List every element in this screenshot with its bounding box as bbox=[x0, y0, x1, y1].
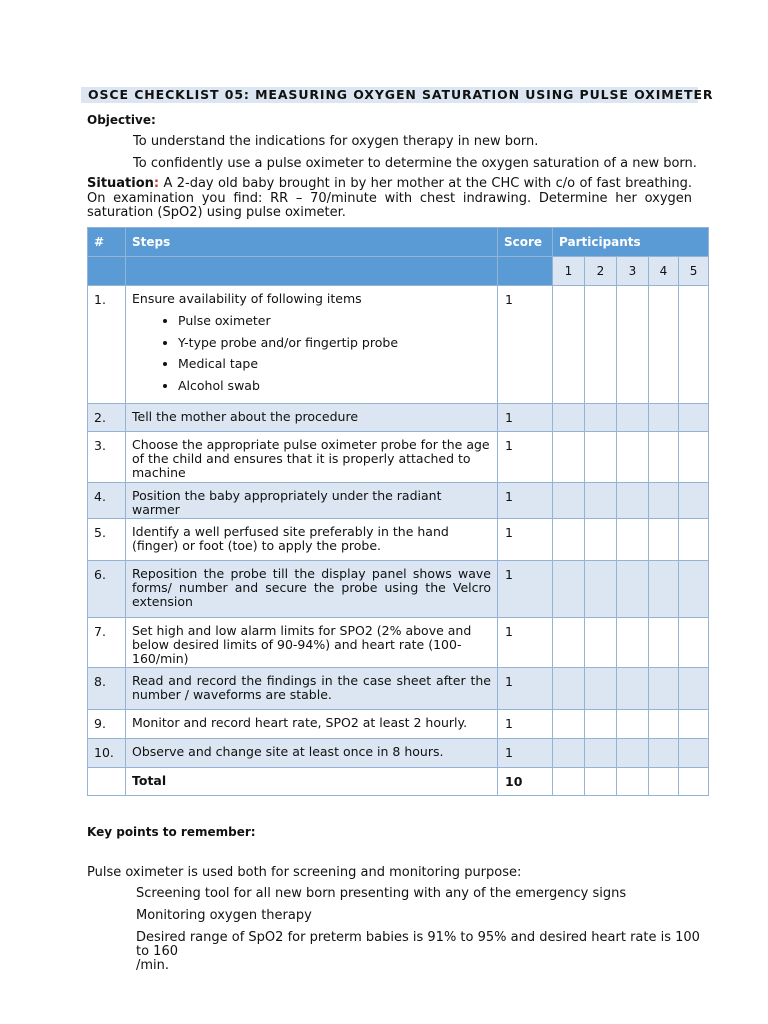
row-score: 1 bbox=[498, 710, 553, 739]
row-step: Monitor and record heart rate, SPO2 at least 2 hourly. bbox=[126, 710, 498, 739]
objective-label: Objective: bbox=[87, 113, 156, 127]
row-number: 1. bbox=[88, 286, 126, 404]
participant-cell bbox=[585, 286, 617, 404]
key-point-3-line-1: Desired range of SpO2 for preterm babies is 91% to 95% and desired heart rate is 100 bbox=[136, 930, 700, 945]
participant-4-header: 4 bbox=[649, 257, 679, 286]
participant-cell bbox=[553, 668, 585, 710]
participant-cell bbox=[553, 404, 585, 432]
header-sub-num bbox=[88, 257, 126, 286]
list-item: • Alcohol swab bbox=[178, 375, 491, 397]
participant-cell bbox=[617, 768, 649, 796]
participant-cell bbox=[617, 668, 649, 710]
situation-paragraph bbox=[87, 177, 692, 221]
row-step: Choose the appropriate pulse oximeter probe for the age of the child and ensures that it is properly attached to machine bbox=[126, 432, 498, 483]
participant-cell bbox=[649, 404, 679, 432]
row-number: 9. bbox=[88, 710, 126, 739]
participant-cell bbox=[617, 404, 649, 432]
row-number: 8. bbox=[88, 668, 126, 710]
row-step-text: Ensure availability of following items bbox=[132, 291, 362, 306]
table-row bbox=[88, 561, 709, 618]
participant-cell bbox=[585, 519, 617, 561]
row-number: 2. bbox=[88, 404, 126, 432]
table-row bbox=[88, 668, 709, 710]
row-score: 1 bbox=[498, 739, 553, 768]
header-score: Score bbox=[498, 228, 553, 257]
key-points-intro: Pulse oximeter is used both for screening and monitoring purpose: bbox=[87, 865, 522, 880]
list-item: • Y-type probe and/or fingertip probe bbox=[178, 332, 491, 354]
participant-cell bbox=[553, 768, 585, 796]
page-title: OSCE CHECKLIST 05: MEASURING OXYGEN SATURATION USING PULSE OXIMETER bbox=[88, 87, 714, 102]
participant-cell bbox=[679, 739, 709, 768]
header-num: # bbox=[88, 228, 126, 257]
participant-cell bbox=[617, 519, 649, 561]
participant-cell bbox=[553, 519, 585, 561]
row-score: 1 bbox=[498, 668, 553, 710]
participant-cell bbox=[649, 768, 679, 796]
participant-cell bbox=[553, 432, 585, 483]
participant-1-header: 1 bbox=[553, 257, 585, 286]
participant-cell bbox=[679, 404, 709, 432]
key-points-heading: Key points to remember: bbox=[87, 825, 256, 839]
participant-3-header: 3 bbox=[617, 257, 649, 286]
participant-cell bbox=[679, 519, 709, 561]
participant-5-header: 5 bbox=[679, 257, 709, 286]
participant-cell bbox=[679, 618, 709, 668]
list-item: • Pulse oximeter bbox=[178, 310, 491, 332]
participant-cell bbox=[617, 739, 649, 768]
total-score: 10 bbox=[498, 768, 553, 796]
participant-cell bbox=[617, 561, 649, 618]
total-num-cell bbox=[88, 768, 126, 796]
row-score: 1 bbox=[498, 432, 553, 483]
row-score: 1 bbox=[498, 483, 553, 519]
participant-cell bbox=[617, 618, 649, 668]
participant-cell bbox=[649, 519, 679, 561]
table-row bbox=[88, 739, 709, 768]
row-step bbox=[126, 286, 498, 404]
participant-cell bbox=[585, 710, 617, 739]
list-item: • Medical tape bbox=[178, 353, 491, 375]
header-steps: Steps bbox=[126, 228, 498, 257]
row-step: Read and record the findings in the case sheet after the number / waveforms are stable. bbox=[126, 668, 498, 710]
participant-cell bbox=[679, 432, 709, 483]
participant-cell bbox=[553, 483, 585, 519]
key-point-1: Screening tool for all new born presenting with any of the emergency signs bbox=[136, 886, 627, 901]
row-score: 1 bbox=[498, 519, 553, 561]
situation-colon: : bbox=[153, 176, 160, 191]
participant-cell bbox=[585, 668, 617, 710]
row-score: 1 bbox=[498, 404, 553, 432]
participant-cell bbox=[585, 768, 617, 796]
table-row bbox=[88, 618, 709, 668]
row-step: Reposition the probe till the display panel shows wave forms/ number and secure the probe using the Velcro extension bbox=[126, 561, 498, 618]
row-step: Observe and change site at least once in 8 hours. bbox=[126, 739, 498, 768]
participant-cell bbox=[553, 286, 585, 404]
participant-cell bbox=[585, 404, 617, 432]
key-point-3-line-3: /min. bbox=[136, 958, 170, 973]
row-number: 4. bbox=[88, 483, 126, 519]
participant-cell bbox=[617, 710, 649, 739]
participant-cell bbox=[649, 618, 679, 668]
participant-cell bbox=[553, 618, 585, 668]
participant-cell bbox=[585, 483, 617, 519]
participant-cell bbox=[649, 561, 679, 618]
header-sub-steps bbox=[126, 257, 498, 286]
row-score: 1 bbox=[498, 618, 553, 668]
participant-cell bbox=[649, 739, 679, 768]
situation-label: Situation bbox=[87, 176, 154, 191]
table-row bbox=[88, 432, 709, 483]
header-sub-score bbox=[498, 257, 553, 286]
participant-cell bbox=[617, 483, 649, 519]
key-point-3-line-2: to 160 bbox=[136, 944, 178, 959]
participant-cell bbox=[617, 432, 649, 483]
total-label: Total bbox=[126, 768, 498, 796]
row-step: Position the baby appropriately under the radiant warmer bbox=[126, 483, 498, 519]
participant-cell bbox=[617, 286, 649, 404]
table-row bbox=[88, 483, 709, 519]
participant-cell bbox=[649, 483, 679, 519]
header-participants: Participants bbox=[553, 228, 709, 257]
participant-cell bbox=[679, 483, 709, 519]
participant-cell bbox=[679, 710, 709, 739]
row-step: Tell the mother about the procedure bbox=[126, 404, 498, 432]
row-number: 3. bbox=[88, 432, 126, 483]
items-list bbox=[132, 310, 491, 396]
participant-cell bbox=[679, 668, 709, 710]
key-point-2: Monitoring oxygen therapy bbox=[136, 908, 312, 923]
row-step: Identify a well perfused site preferably in the hand (finger) or foot (toe) to apply the probe. bbox=[126, 519, 498, 561]
participant-2-header: 2 bbox=[585, 257, 617, 286]
row-number: 5. bbox=[88, 519, 126, 561]
row-number: 10. bbox=[88, 739, 126, 768]
participant-cell bbox=[649, 668, 679, 710]
participant-cell bbox=[679, 561, 709, 618]
row-step: Set high and low alarm limits for SPO2 (2% above and below desired limits of 90-94%) and heart rate (100-160/min) bbox=[126, 618, 498, 668]
participant-cell bbox=[553, 739, 585, 768]
table-row bbox=[88, 404, 709, 432]
row-number: 6. bbox=[88, 561, 126, 618]
table-row bbox=[88, 286, 709, 404]
participant-cell bbox=[553, 561, 585, 618]
table-row bbox=[88, 710, 709, 739]
participant-cell bbox=[585, 432, 617, 483]
situation-text: A 2-day old baby brought in by her mother at the CHC with c/o of fast breathing. On examination you find: RR – 70/minute with chest indrawing. Determine her oxygen saturation (SpO2) using pulse oximeter. bbox=[87, 176, 692, 220]
participant-cell bbox=[679, 768, 709, 796]
participant-cell bbox=[649, 432, 679, 483]
row-score: 1 bbox=[498, 286, 553, 404]
checklist-table bbox=[87, 227, 709, 796]
participant-cell bbox=[649, 710, 679, 739]
participant-cell bbox=[649, 286, 679, 404]
participant-cell bbox=[585, 561, 617, 618]
objective-line-1: To understand the indications for oxygen therapy in new born. bbox=[133, 134, 539, 149]
table-row bbox=[88, 519, 709, 561]
objective-line-2: To confidently use a pulse oximeter to determine the oxygen saturation of a new born. bbox=[133, 156, 697, 171]
participant-cell bbox=[679, 286, 709, 404]
participant-cell bbox=[553, 710, 585, 739]
participant-cell bbox=[585, 739, 617, 768]
row-number: 7. bbox=[88, 618, 126, 668]
total-row bbox=[88, 768, 709, 796]
row-score: 1 bbox=[498, 561, 553, 618]
participant-cell bbox=[585, 618, 617, 668]
